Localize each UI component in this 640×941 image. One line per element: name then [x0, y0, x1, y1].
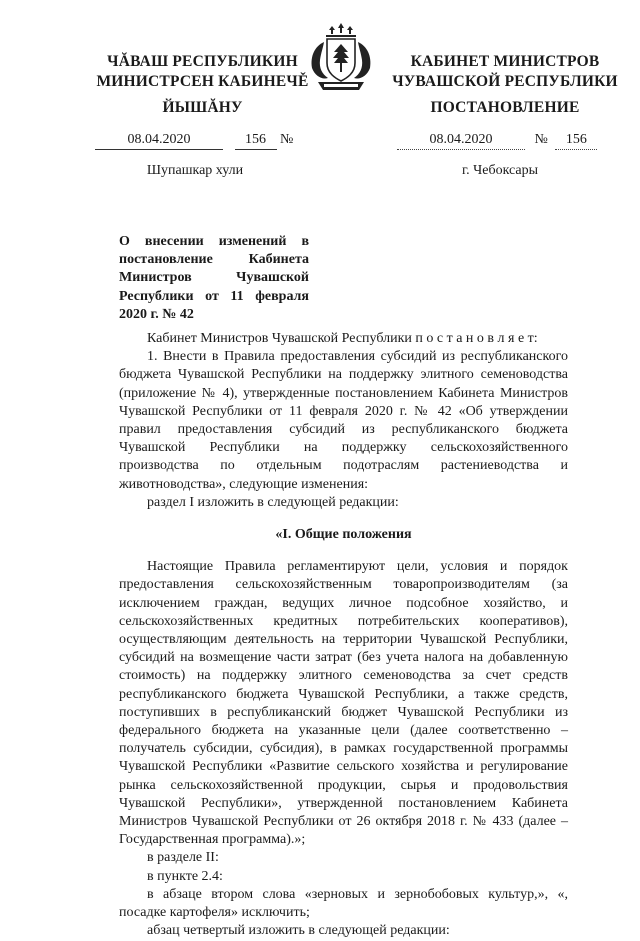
- paragraph-section-2: в разделе II:: [147, 850, 219, 866]
- header-left-line2: МИНИСТРСЕН КАБИНЕЧĚ: [96, 73, 309, 90]
- header-right-line1: КАБИНЕТ МИНИСТРОВ: [410, 53, 600, 70]
- left-date: 08.04.2020: [95, 131, 223, 150]
- header-left-org: [95, 52, 310, 92]
- right-place: г. Чебоксары: [461, 163, 539, 178]
- header-right-org: [390, 52, 620, 92]
- paragraph-second-abzac: в абзаце втором слова «зерновых и зернобобовых культур,», «, посадке картофеля» исключить;: [119, 886, 568, 921]
- section-heading: «I. Общие положения: [275, 527, 412, 543]
- left-number: 156: [235, 131, 277, 150]
- left-number-sign: №: [280, 132, 294, 147]
- paragraph-section-instruction: раздел I изложить в следующей редакции:: [147, 494, 399, 510]
- paragraph-general-provisions: Настоящие Правила регламентируют цели, условия и порядок предоставления сельскохозяйственным товаропроизводителям (за исключением граждан, ведущих личное подсобное хозяйство, и сельскохозяйственных кредитных потребительских кооперативов), осуществляющим деятельность на территории Чувашской Республики, субсидий на возмещение части затрат (без учета налога на добавленную стоимость) на поддержку элитного семеноводства за счет средств республиканского бюджета Чувашской Республики, а также средств, поступивших в республиканский бюджет Чувашской Республики из федерального бюджета на указанные цели (далее соответственно – получатель субсидии, субсидия), в рамках государственной программы Чувашской Республики «Развитие сельского хозяйства и регулирование рынка сельскохозяйственной продукции, сырья и продовольствия Чувашской Республики», утвержденной постановлением Кабинета Министров Чувашской Республики от 26 октября 2018 г. № 433 (далее – Государственная программа).»;: [119, 559, 568, 848]
- header-right-doc-type: ПОСТАНОВЛЕНИЕ: [430, 99, 580, 116]
- header-left-doc-type: ЙЫШĂНУ: [162, 99, 243, 116]
- paragraph-preamble: Кабинет Министров Чувашской Республики п о с т а н о в л я е т:: [147, 331, 538, 346]
- document-body: [119, 330, 568, 941]
- paragraph-fourth-abzac: абзац четвертый изложить в следующей редакции:: [147, 923, 450, 939]
- chuvash-coat-of-arms-icon: [302, 20, 380, 98]
- header-right-line2: ЧУВАШСКОЙ РЕСПУБЛИКИ: [392, 73, 618, 90]
- left-place: Шупашкар хули: [146, 163, 244, 178]
- document-title: О внесении изменений в постановление Кабинета Министров Чувашской Республики от 11 февраля 2020 г. № 42: [119, 234, 309, 322]
- paragraph-clause-2-4: в пункте 2.4:: [147, 868, 223, 884]
- right-date: 08.04.2020: [397, 131, 525, 150]
- header-left-line1: ЧĂВАШ РЕСПУБЛИКИН: [107, 53, 298, 70]
- left-date-number-line: [95, 131, 315, 150]
- paragraph-item-1: 1. Внести в Правила предоставления субсидий из республиканского бюджета Чувашской Республики на поддержку элитного семеноводства (приложение № 4), утвержденные постановлением Кабинета Министров Чувашской Республики от 11 февраля 2020 г. № 42 «Об утверждении правил предоставления субсидий из республиканского бюджета Чувашской Республики на поддержку сельскохозяйственного производства по отдельным подотраслям растениеводства и животноводства», следующие изменения:: [119, 349, 568, 492]
- right-date-number-line: [397, 131, 607, 150]
- right-number: 156: [555, 131, 597, 150]
- right-number-sign: №: [534, 132, 548, 147]
